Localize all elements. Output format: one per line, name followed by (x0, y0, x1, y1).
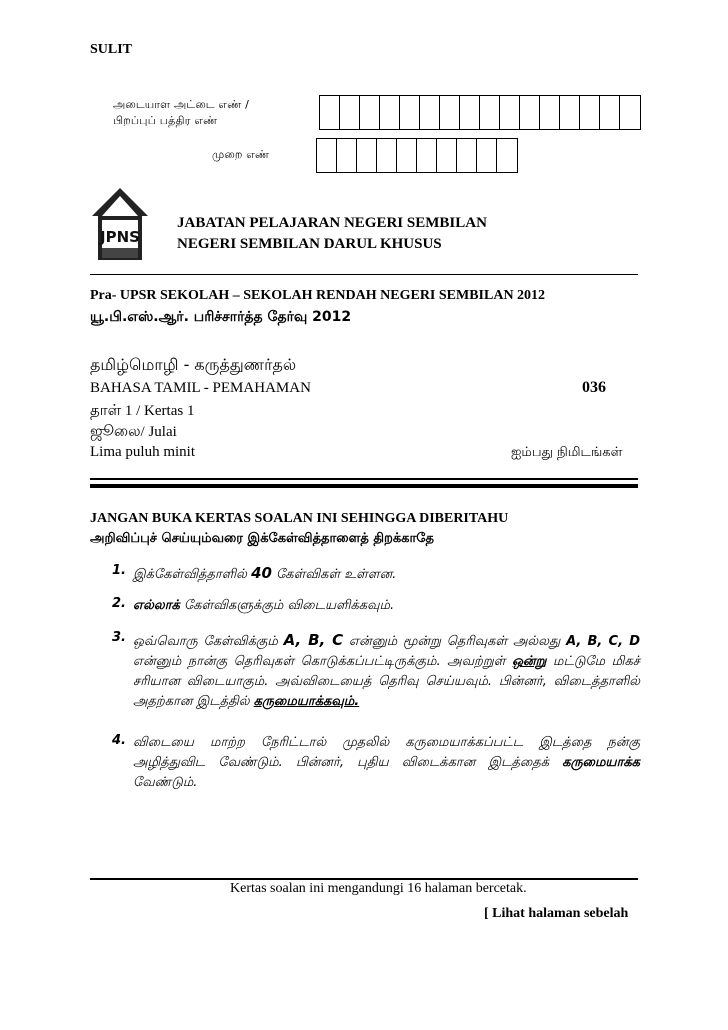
instruction-text: கேள்விகள் உள்ளன. (271, 567, 397, 582)
warning-tamil: அறிவிப்புச் செய்யும்வரை இக்கேள்வித்தாளைத் திறக்காதே (90, 531, 434, 546)
turn-number-label: முறை எண் (212, 148, 270, 161)
entry-box[interactable] (560, 96, 580, 129)
jpns-logo (88, 186, 152, 264)
subject-code: 036 (582, 379, 606, 396)
subject-name-malay: BAHASA TAMIL - PEMAHAMAN (90, 380, 311, 396)
entry-box[interactable] (360, 96, 380, 129)
exam-title-tamil: யூ.பி.எஸ்.ஆர். பரிச்சார்த்த தேர்வு 2012 (90, 309, 352, 325)
entry-box[interactable] (520, 96, 540, 129)
entry-box[interactable] (600, 96, 620, 129)
department-name: JABATAN PELAJARAN NEGERI SEMBILAN (177, 215, 487, 231)
instruction-text: வேண்டும். (133, 775, 198, 790)
exam-month: ஜூலை/ Julai (90, 424, 177, 440)
instruction-item (112, 596, 640, 616)
id-number-boxes (319, 95, 641, 130)
entry-box[interactable] (580, 96, 600, 129)
turn-number-boxes (316, 138, 518, 173)
instruction-text: என்னும் மூன்று தெரிவுகள் அல்லது (343, 634, 567, 649)
instruction-text: என்னும் நான்கு தெரிவுகள் கொடுக்கப்பட்டிருக்கும். அவற்றுள் (133, 654, 513, 669)
entry-box[interactable] (500, 96, 520, 129)
entry-box[interactable] (317, 139, 337, 172)
id-number-label: அடையாள அட்டை எண் / (113, 98, 250, 111)
instruction-emphasis: ஒன்று (512, 654, 547, 669)
entry-box[interactable] (457, 139, 477, 172)
entry-box[interactable] (380, 96, 400, 129)
entry-box[interactable] (377, 139, 397, 172)
instruction-number: 3. (112, 630, 126, 645)
instruction-emphasis: கருமையாக்கவும். (253, 694, 360, 709)
entry-box[interactable] (397, 139, 417, 172)
paper-number: தாள் 1 / Kertas 1 (90, 403, 195, 419)
state-name: NEGERI SEMBILAN DARUL KHUSUS (177, 236, 442, 252)
instruction-number: 4. (112, 733, 126, 748)
divider (90, 878, 638, 880)
entry-box[interactable] (420, 96, 440, 129)
entry-box[interactable] (400, 96, 420, 129)
instruction-emphasis: எல்லாக் (133, 598, 180, 613)
entry-box[interactable] (417, 139, 437, 172)
instruction-emphasis: A, B, C (283, 631, 344, 649)
instruction-text: ஒவ்வொரு கேள்விக்கும் (133, 634, 284, 649)
entry-box[interactable] (540, 96, 560, 129)
divider (90, 478, 638, 480)
entry-box[interactable] (477, 139, 497, 172)
warning-malay: JANGAN BUKA KERTAS SOALAN INI SEHINGGA DIBERITAHU (90, 511, 509, 526)
classification-label: SULIT (90, 42, 133, 57)
entry-box[interactable] (320, 96, 340, 129)
question-count: 40 (251, 564, 272, 582)
instruction-number: 2. (112, 596, 126, 611)
exam-title-malay: Pra- UPSR SEKOLAH – SEKOLAH RENDAH NEGERI SEMBILAN 2012 (90, 288, 546, 303)
logo-text: JPNS (100, 228, 140, 246)
entry-box[interactable] (357, 139, 377, 172)
page-count-note: Kertas soalan ini mengandungi 16 halaman bercetak. (230, 881, 527, 896)
entry-box[interactable] (340, 96, 360, 129)
entry-box[interactable] (480, 96, 500, 129)
instruction-text: இக்கேள்வித்தாளில் (133, 567, 252, 582)
instruction-number: 1. (112, 563, 126, 578)
instruction-text: விடையை மாற்ற நேரிட்டால் முதலில் கருமையாக்கப்பட்ட இடத்தை நன்கு அழித்துவிட வேண்டும். பின்னர், புதிய விடைக்கான இடத்தைக் (133, 735, 640, 770)
instruction-emphasis: கருமையாக்க (562, 755, 640, 770)
instruction-emphasis: A, B, C, D (566, 634, 640, 649)
entry-box[interactable] (437, 139, 457, 172)
instruction-text: கேள்விகளுக்கும் விடையளிக்கவும். (179, 598, 395, 613)
birth-cert-label: பிறப்புப் பத்திர எண் (113, 114, 218, 127)
instruction-item (112, 630, 640, 712)
duration-tamil: ஐம்பது நிமிடங்கள் (511, 445, 623, 460)
duration-malay: Lima puluh minit (90, 444, 195, 460)
entry-box[interactable] (497, 139, 517, 172)
instruction-text: மட்டுமே மிகச் சரியான விடையாகும். அவ்விடையைத் தெரிவு செய்யவும். பின்னர், விடைத்தாளில் அதற்கான இடத்தில் (133, 654, 640, 709)
entry-box[interactable] (337, 139, 357, 172)
divider (90, 484, 638, 488)
divider (90, 274, 638, 275)
turn-over-note: [ Lihat halaman sebelah (484, 906, 629, 921)
entry-box[interactable] (460, 96, 480, 129)
instruction-item (112, 733, 640, 793)
entry-box[interactable] (440, 96, 460, 129)
instruction-item (112, 563, 640, 585)
entry-box[interactable] (620, 96, 640, 129)
subject-name-tamil: தமிழ்மொழி - கருத்துணர்தல் (90, 355, 297, 374)
